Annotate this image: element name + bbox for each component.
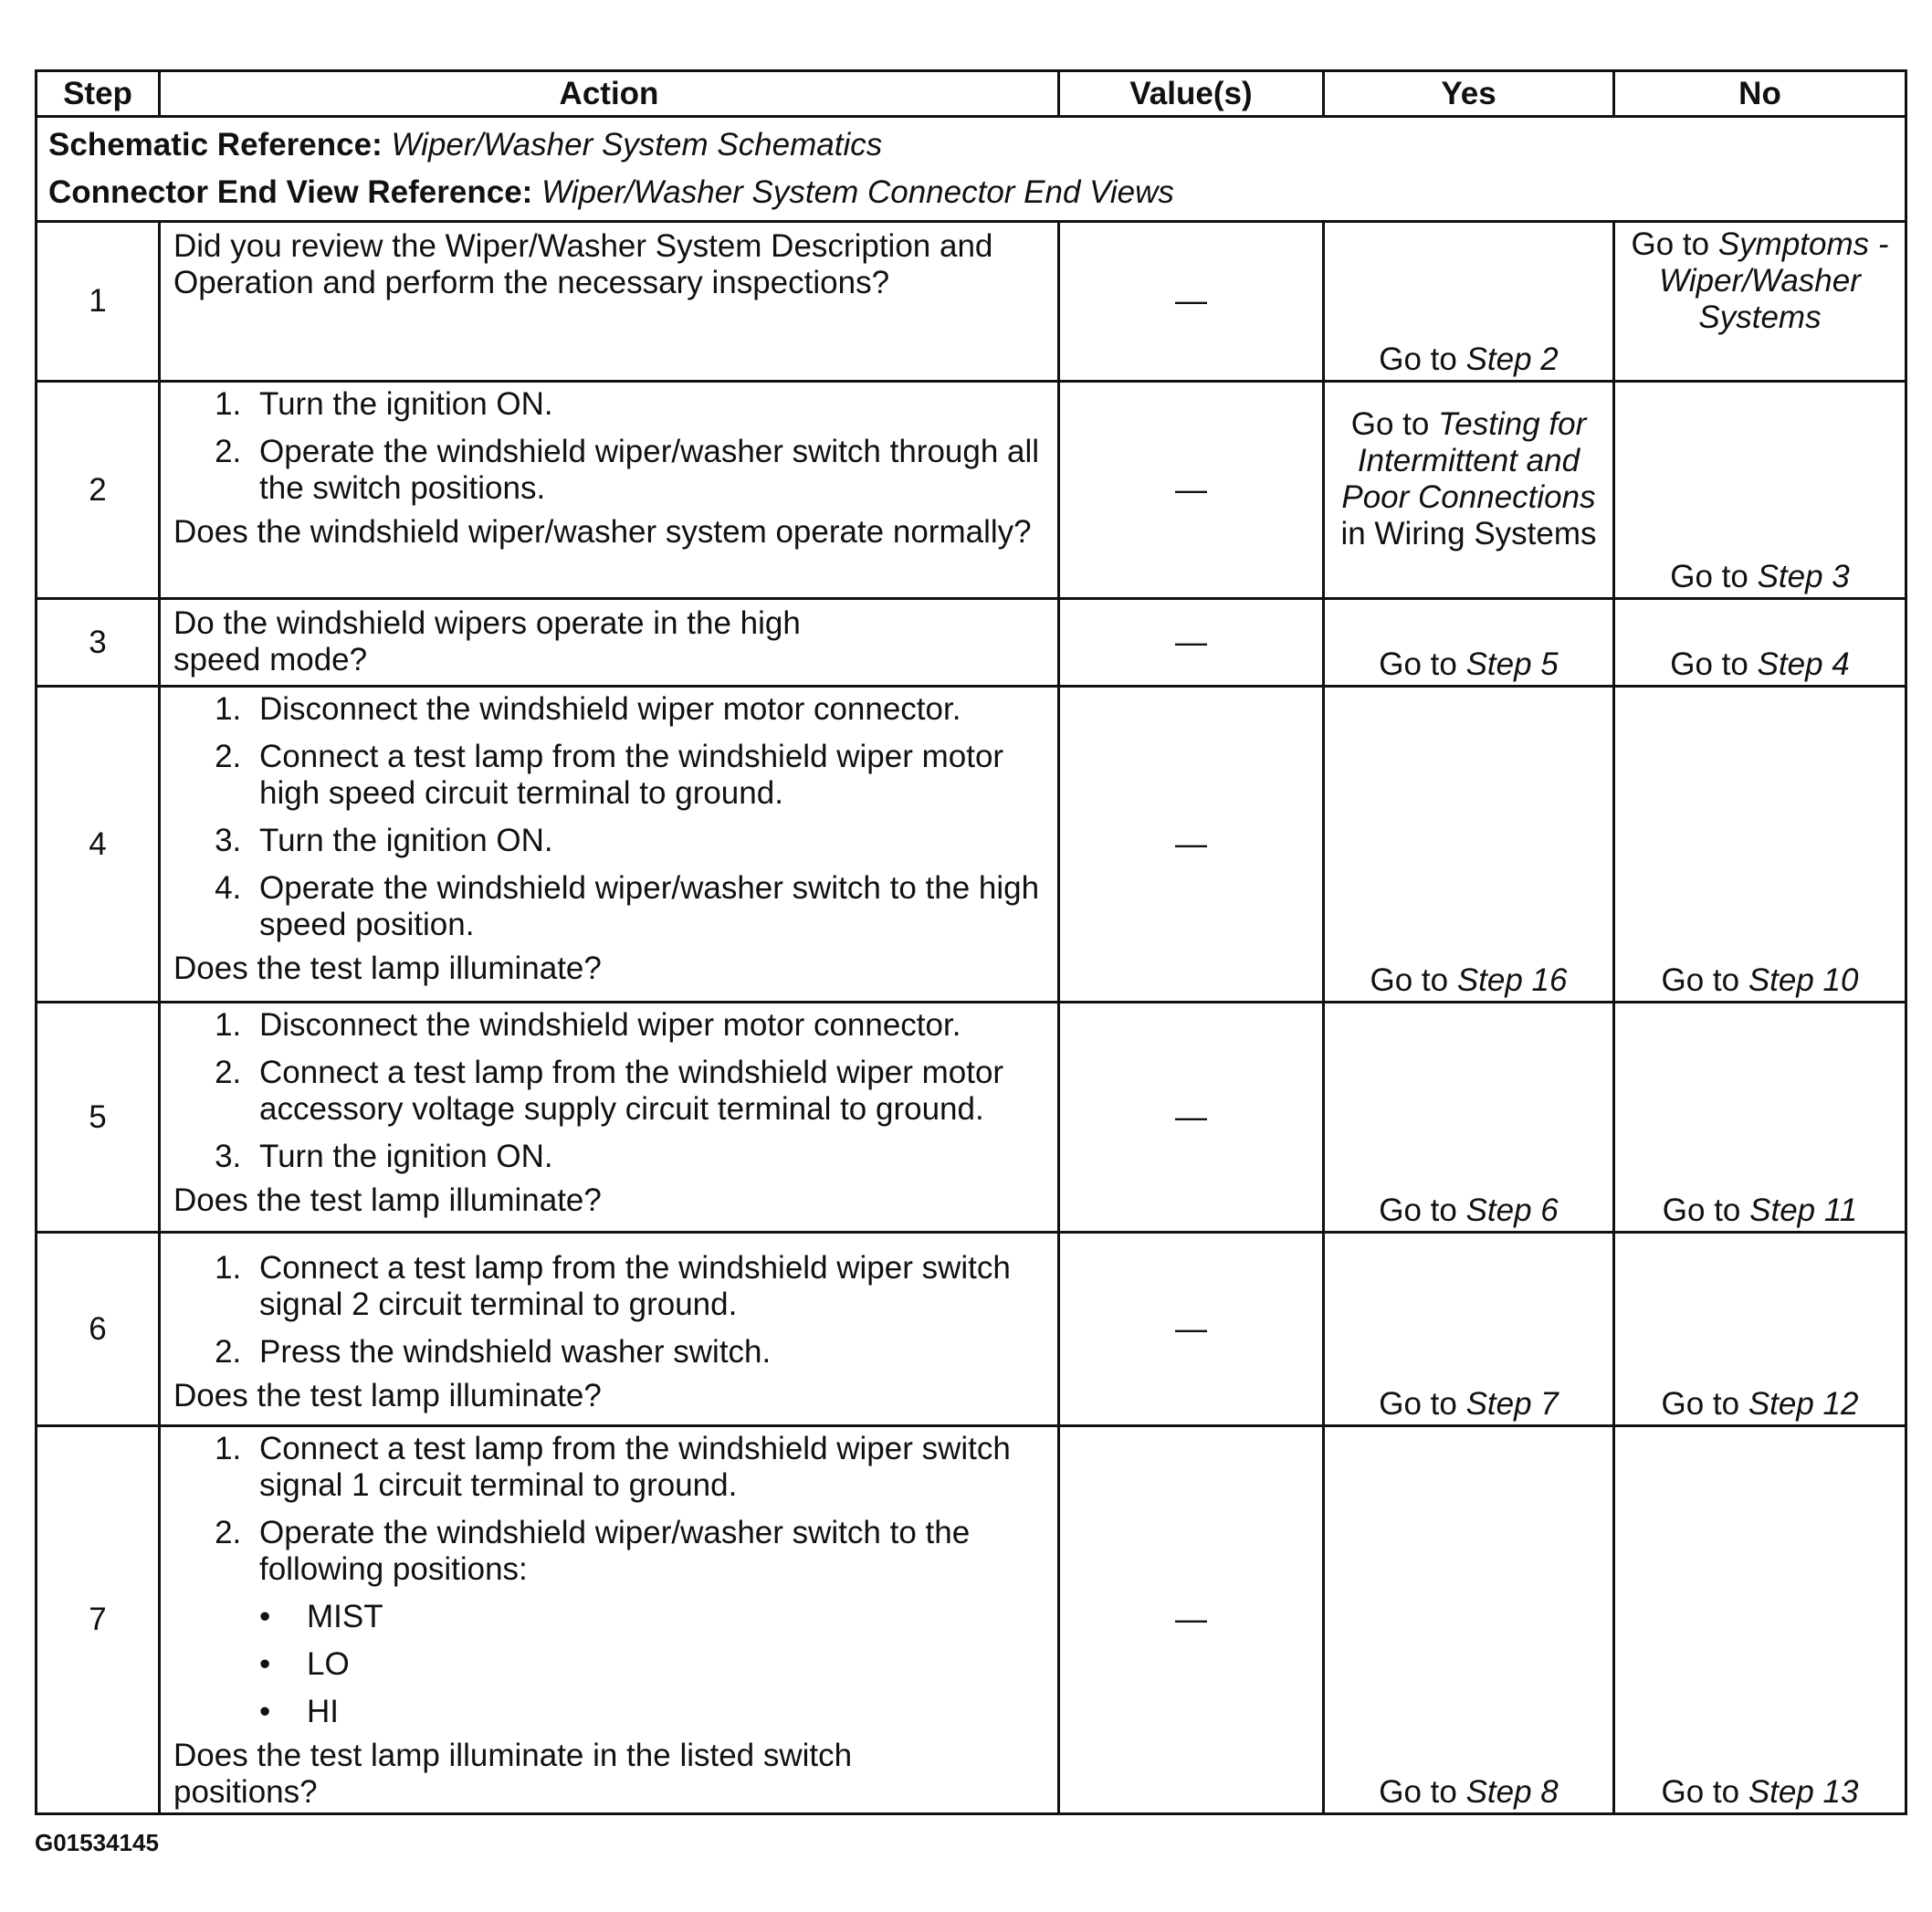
header-values: Value(s) xyxy=(1059,71,1324,117)
table-row-step-3 xyxy=(37,599,1906,687)
value-cell: — xyxy=(1059,222,1324,382)
action-step-text: Operate the windshield wiper/washer switch to the following positions: xyxy=(259,1515,971,1587)
no-link[interactable]: Step 10 xyxy=(1748,962,1859,998)
action-step: 3. Turn the ignition ON. xyxy=(250,823,1045,859)
action-cell xyxy=(160,382,1059,599)
step-number: 2 xyxy=(37,382,160,599)
no-prefix: Go to xyxy=(1661,962,1748,998)
header-action: Action xyxy=(160,71,1059,117)
action-question: Does the windshield wiper/washer system operate normally? xyxy=(173,514,1032,550)
yes-cell xyxy=(1324,222,1614,382)
yes-prefix: Go to xyxy=(1379,1386,1466,1422)
table-row-step-6 xyxy=(37,1233,1906,1426)
list-item: • LO xyxy=(259,1646,1045,1683)
table-row-step-1 xyxy=(37,222,1906,382)
schematic-reference-link[interactable]: Wiper/Washer System Schematics xyxy=(391,127,883,163)
action-cell xyxy=(160,687,1059,1003)
action-steps xyxy=(173,1431,1045,1730)
value-cell: — xyxy=(1059,1426,1324,1814)
no-cell xyxy=(1614,382,1906,599)
yes-prefix: Go to xyxy=(1379,646,1466,682)
no-cell xyxy=(1614,687,1906,1003)
action-step: 1. Disconnect the windshield wiper motor connector. xyxy=(250,691,1045,728)
yes-link[interactable]: Step 2 xyxy=(1465,341,1559,377)
action-step: 3. Turn the ignition ON. xyxy=(250,1139,1045,1175)
table-row-step-2 xyxy=(37,382,1906,599)
action-step: 4. Operate the windshield wiper/washer switch to the high speed position. xyxy=(250,870,1045,943)
no-cell xyxy=(1614,599,1906,687)
table-row-step-5 xyxy=(37,1003,1906,1233)
no-cell xyxy=(1614,1003,1906,1233)
action-cell xyxy=(160,1233,1059,1426)
reference-row xyxy=(37,117,1906,222)
diagnostic-table xyxy=(35,69,1907,1815)
action-steps xyxy=(173,1250,1045,1371)
action-step: 2. Connect a test lamp from the windshield wiper motor accessory voltage supply circuit terminal to ground. xyxy=(250,1055,1045,1128)
action-step: 1. Connect a test lamp from the windshield wiper switch signal 2 circuit terminal to ground. xyxy=(250,1250,1045,1323)
no-cell xyxy=(1614,1426,1906,1814)
value-cell: — xyxy=(1059,687,1324,1003)
action-step: 1. Turn the ignition ON. xyxy=(250,386,1045,423)
action-steps xyxy=(173,691,1045,943)
action-cell xyxy=(160,1003,1059,1233)
no-link[interactable]: Step 11 xyxy=(1749,1192,1858,1228)
header-step: Step xyxy=(37,71,160,117)
yes-link[interactable]: Step 6 xyxy=(1465,1192,1559,1228)
switch-positions-list xyxy=(259,1599,1045,1730)
yes-prefix: Go to xyxy=(1379,341,1466,377)
no-prefix: Go to xyxy=(1670,559,1758,594)
yes-prefix: Go to xyxy=(1379,1774,1466,1810)
table-row-step-4 xyxy=(37,687,1906,1003)
no-prefix: Go to xyxy=(1670,646,1758,682)
yes-suffix: in Wiring Systems xyxy=(1340,516,1597,552)
step-number: 3 xyxy=(37,599,160,687)
no-prefix: Go to xyxy=(1631,226,1718,262)
action-step: 2. Connect a test lamp from the windshield wiper motor high speed circuit terminal to ground. xyxy=(250,739,1045,812)
no-link[interactable]: Step 3 xyxy=(1757,559,1850,594)
no-link[interactable]: Step 4 xyxy=(1757,646,1850,682)
no-prefix: Go to xyxy=(1661,1774,1748,1810)
action-question: Does the test lamp illuminate? xyxy=(173,951,602,986)
action-step: 2. Press the windshield washer switch. xyxy=(250,1334,1045,1371)
value-cell: — xyxy=(1059,1003,1324,1233)
list-item: • MIST xyxy=(259,1599,1045,1635)
yes-cell xyxy=(1324,1426,1614,1814)
yes-link[interactable]: Step 5 xyxy=(1465,646,1559,682)
yes-prefix: Go to xyxy=(1379,1192,1466,1228)
table-row-step-7 xyxy=(37,1426,1906,1814)
step-number: 7 xyxy=(37,1426,160,1814)
yes-prefix: Go to xyxy=(1350,406,1439,442)
no-prefix: Go to xyxy=(1662,1192,1750,1228)
action-steps xyxy=(173,1007,1045,1175)
yes-link[interactable]: Step 7 xyxy=(1465,1386,1559,1422)
yes-link[interactable]: Step 16 xyxy=(1456,962,1568,998)
step-number: 1 xyxy=(37,222,160,382)
yes-cell xyxy=(1324,599,1614,687)
reference-cell xyxy=(37,117,1906,222)
list-item: • HI xyxy=(259,1694,1045,1730)
value-cell: — xyxy=(1059,1233,1324,1426)
yes-cell xyxy=(1324,1233,1614,1426)
action-step: 2. Operate the windshield wiper/washer switch through all the switch positions. xyxy=(250,434,1045,507)
action-cell xyxy=(160,1426,1059,1814)
action-question: Does the test lamp illuminate in the listed switch positions? xyxy=(173,1738,853,1810)
action-step xyxy=(250,1515,1045,1730)
yes-link[interactable]: Step 8 xyxy=(1465,1774,1559,1810)
action-question: Does the test lamp illuminate? xyxy=(173,1378,602,1413)
action-step: 1. Connect a test lamp from the windshield wiper switch signal 1 circuit terminal to ground. xyxy=(250,1431,1045,1504)
connector-reference-label: Connector End View Reference: xyxy=(48,174,533,210)
yes-link[interactable]: Testing for Intermittent and Poor Connections xyxy=(1341,406,1596,515)
schematic-reference xyxy=(48,121,1894,169)
figure-id: G01534145 xyxy=(35,1829,159,1856)
action-steps xyxy=(173,386,1045,507)
value-cell: — xyxy=(1059,382,1324,599)
no-link[interactable]: Step 13 xyxy=(1748,1774,1859,1810)
connector-reference xyxy=(48,169,1894,216)
step-number: 4 xyxy=(37,687,160,1003)
action-step: 1. Disconnect the windshield wiper motor connector. xyxy=(250,1007,1045,1044)
yes-cell xyxy=(1324,382,1614,599)
action-question: Does the test lamp illuminate? xyxy=(173,1182,602,1218)
action-question: Did you review the Wiper/Washer System Description and Operation and perform the necessary inspections? xyxy=(173,228,993,300)
header-no: No xyxy=(1614,71,1906,117)
schematic-reference-label: Schematic Reference: xyxy=(48,127,383,163)
no-prefix: Go to xyxy=(1661,1386,1748,1422)
header-row xyxy=(37,71,1906,117)
value-cell: — xyxy=(1059,599,1324,687)
no-link[interactable]: Step 12 xyxy=(1748,1386,1859,1422)
action-question: Do the windshield wipers operate in the high speed mode? xyxy=(173,605,801,678)
no-link[interactable]: Symptoms - Wiper/Washer Systems xyxy=(1659,226,1889,335)
header-yes: Yes xyxy=(1324,71,1614,117)
action-cell xyxy=(160,599,1059,687)
step-number: 6 xyxy=(37,1233,160,1426)
connector-reference-link[interactable]: Wiper/Washer System Connector End Views xyxy=(541,174,1174,210)
yes-cell xyxy=(1324,687,1614,1003)
no-cell xyxy=(1614,222,1906,382)
no-cell xyxy=(1614,1233,1906,1426)
yes-prefix: Go to xyxy=(1370,962,1457,998)
yes-cell xyxy=(1324,1003,1614,1233)
action-cell xyxy=(160,222,1059,382)
step-number: 5 xyxy=(37,1003,160,1233)
